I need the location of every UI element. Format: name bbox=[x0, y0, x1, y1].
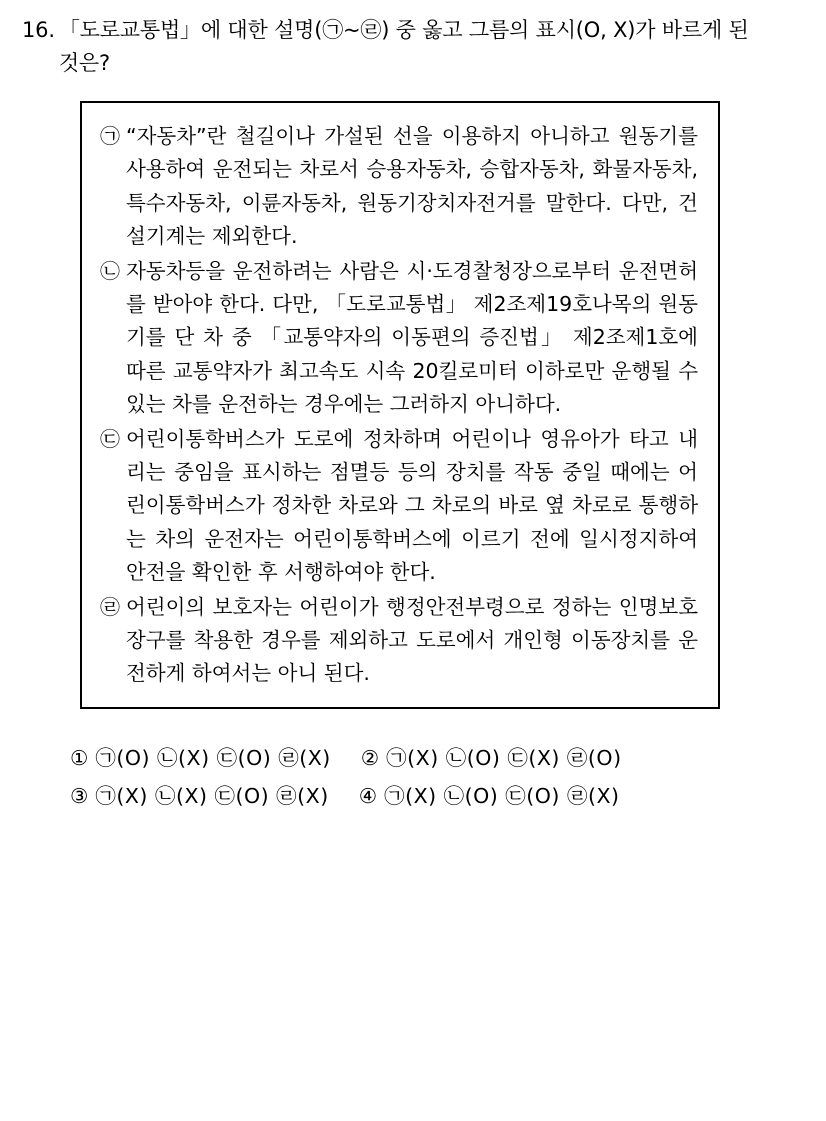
answer-choices bbox=[70, 739, 770, 817]
statement-item bbox=[100, 591, 698, 691]
choice-label: ㉠(X) ㉡(X) ㉢(O) ㉣(X) bbox=[95, 784, 329, 809]
statement-marker: ㉢ bbox=[100, 426, 120, 451]
choice-row-1 bbox=[70, 739, 770, 778]
choice-spacer bbox=[329, 777, 359, 816]
statement-text: 어린이통학버스가 도로에 정차하며 어린이나 영유아가 타고 내리는 중임을 표시하는 점멸등 등의 장치를 작동 중일 때에는 어린이통학버스가 정차한 차로와 그 차로의 바로 옆 차로로 통행하는 차의 운전자는 어린이통학버스에 이르기 전에 일시정지하여 안전을 확인한 후 서행하여야 한다. bbox=[126, 426, 698, 584]
statement-box bbox=[80, 101, 720, 708]
statement-marker: ㉡ bbox=[100, 258, 120, 283]
statement-item bbox=[100, 423, 698, 589]
statement-marker: ㉠ bbox=[100, 124, 120, 149]
statement-marker: ㉣ bbox=[100, 594, 120, 619]
statement-text: “자동차”란 철길이나 가설된 선을 이용하지 아니하고 원동기를 사용하여 운전되는 차로서 승용자동차, 승합자동차, 화물자동차, 특수자동차, 이륜자동차, 원동기장치자전거를 말한다. 다만, 건설기계는 제외한다. bbox=[126, 124, 698, 248]
statement-item bbox=[100, 255, 698, 421]
choice-label: ㉠(X) ㉡(O) ㉢(X) ㉣(O) bbox=[386, 745, 622, 770]
choice-spacer bbox=[331, 739, 361, 778]
statement-text: 어린이의 보호자는 어린이가 행정안전부령으로 정하는 인명보호 장구를 착용한 경우를 제외하고 도로에서 개인형 이동장치를 운전하게 하여서는 아니 된다. bbox=[126, 594, 698, 686]
statement-item bbox=[100, 120, 698, 253]
question-text: 「도로교통법」에 대한 설명(㉠~㉣) 중 옳고 그름의 표시(O, X)가 바르게 된 것은? bbox=[58, 18, 749, 75]
statement-text: 자동차등을 운전하려는 사람은 시·도경찰청장으로부터 운전면허를 받아야 한다. 다만, 「도로교통법」 제2조제19호나목의 원동기를 단 차 중 「교통약자의 이동편의 증진법」 제2조제1호에 따른 교통약자가 최고속도 시속 20킬로미터 이하로만 운행될 수 있는 차를 운전하는 경우에는 그러하지 아니하다. bbox=[126, 258, 698, 416]
choice-label: ㉠(X) ㉡(O) ㉢(O) ㉣(X) bbox=[384, 784, 620, 809]
choice-number: ① bbox=[70, 745, 89, 770]
choice-number: ④ bbox=[358, 784, 378, 809]
choice-row-2 bbox=[70, 777, 770, 816]
question-number: 16. bbox=[22, 18, 55, 42]
choice-option-1[interactable] bbox=[70, 739, 331, 778]
question-stem bbox=[22, 14, 804, 79]
choice-number: ③ bbox=[70, 784, 89, 809]
choice-option-4[interactable] bbox=[359, 777, 620, 816]
choice-label: ㉠(O) ㉡(X) ㉢(O) ㉣(X) bbox=[95, 745, 331, 770]
choice-option-3[interactable] bbox=[70, 777, 329, 816]
choice-option-2[interactable] bbox=[361, 739, 622, 778]
choice-number: ② bbox=[360, 745, 380, 770]
